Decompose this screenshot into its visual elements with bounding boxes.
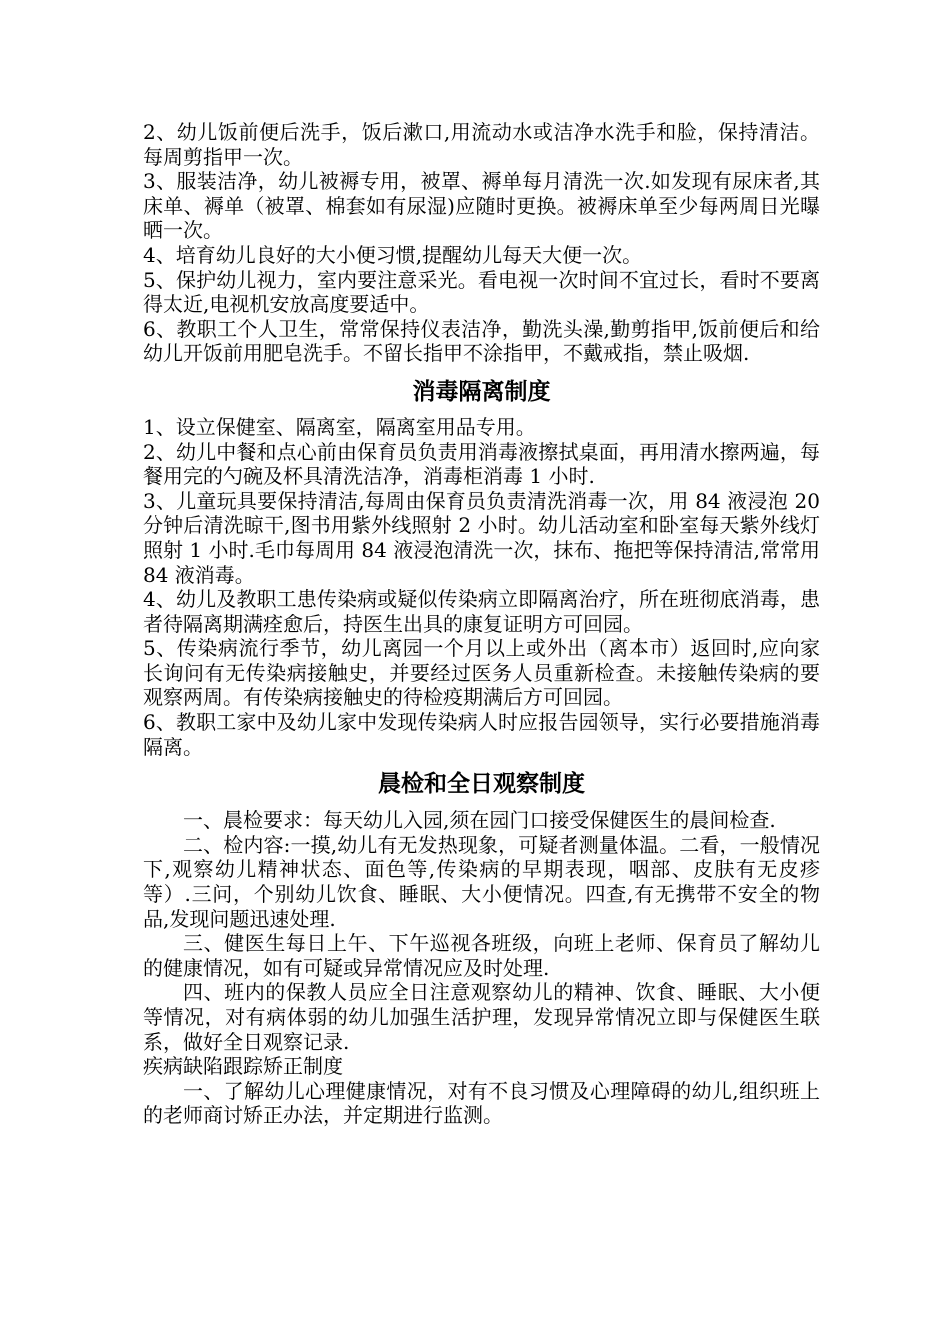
hygiene-item-6: 6、教职工个人卫生，常常保持仪表洁净，勤洗头澡,勤剪指甲,饭前便后和给幼儿开饭前用肥皂洗手。不留长指甲不涂指甲，不戴戒指，禁止吸烟.	[143, 316, 820, 366]
disinfection-item-6: 6、教职工家中及幼儿家中发现传染病人时应报告园领导，实行必要措施消毒隔离。	[143, 710, 820, 759]
disinfection-item-1: 1、设立保健室、隔离室，隔离室用品专用。	[143, 414, 536, 439]
disinfection-item-2: 2、幼儿中餐和点心前由保育员负责用消毒液擦拭桌面，再用清水擦两遍，每餐用完的勺碗及杯具清洗洁净，消毒柜消毒 1 小时.	[143, 439, 820, 489]
morning-check-title: 晨检和全日观察制度	[378, 770, 585, 798]
morning-check-section	[143, 768, 820, 1054]
disinfection-item-3: 3、儿童玩具要保持清洁,每周由保育员负责清洗消毒一次，用 84 液浸泡 20 分钟后清洗晾干,图书用紫外线照射 2 小时。幼儿活动室和卧室每天紫外线灯照射 1 小时.毛巾每周用 84 液浸泡清洗一次，抹布、拖把等保持清洁,常常用 84 液消毒。	[143, 488, 820, 587]
defect-tracking-item-1: 一、了解幼儿心理健康情况，对有不良习惯及心理障碍的幼儿,组织班上的老师商讨矫正办法，并定期进行监测。	[143, 1078, 820, 1128]
hygiene-item-3: 3、服装洁净，幼儿被褥专用，被罩、褥单每月清洗一次.如发现有尿床者,其床单、褥单（被罩、棉套如有尿湿)应随时更换。被褥床单至少每两周日光曝晒一次。	[143, 169, 820, 243]
hygiene-item-2: 2、幼儿饭前便后洗手，饭后漱口,用流动水或洁净水洗手和脸，保持清洁。每周剪指甲一次。	[143, 120, 820, 169]
morning-check-item-4: 四、班内的保教人员应全日注意观察幼儿的精神、饮食、睡眠、大小便等情况，对有病体弱的幼儿加强生活护理，发现异常情况立即与保健医生联系，做好全日观察记录.	[143, 980, 820, 1054]
defect-tracking-title: 疾病缺陷跟踪矫正制度	[143, 1054, 343, 1079]
disinfection-section	[143, 376, 820, 759]
hygiene-item-5: 5、保护幼儿视力，室内要注意采光。看电视一次时间不宜过长，看时不要离得太近,电视机安放高度要适中。	[143, 267, 820, 317]
hygiene-item-4: 4、培育幼儿良好的大小便习惯,提醒幼儿每天大便一次。	[143, 242, 643, 267]
defect-tracking-section	[143, 1054, 820, 1128]
disinfection-item-4: 4、幼儿及教职工患传染病或疑似传染病立即隔离治疗，所在班彻底消毒，患者待隔离期满痊愈后，持医生出具的康复证明方可回园。	[143, 587, 820, 636]
disinfection-item-5: 5、传染病流行季节，幼儿离园一个月以上或外出（离本市）返回时,应向家长询问有无传染病接触史，并要经过医务人员重新检查。未接触传染病的要观察两周。有传染病接触史的待检疫期满后方可回园。	[143, 636, 820, 710]
morning-check-item-1: 一、晨检要求：每天幼儿入园,须在园门口接受保健医生的晨间检查.	[183, 808, 776, 833]
morning-check-item-3: 三、健医生每日上午、下午巡视各班级，向班上老师、保育员了解幼儿的健康情况，如有可疑或异常情况应及时处理.	[143, 931, 820, 980]
hygiene-section	[143, 120, 820, 366]
disinfection-title: 消毒隔离制度	[412, 377, 551, 405]
morning-check-item-2: 二、检内容:一摸,幼儿有无发热现象，可疑者测量体温。二看，一般情况下,观察幼儿精神状态、面色等,传染病的早期表现，咽部、皮肤有无皮疹等）.三问，个别幼儿饮食、睡眠、大小便情况。四查,有无携带不安全的物品,发现问题迅速处理.	[143, 832, 820, 931]
